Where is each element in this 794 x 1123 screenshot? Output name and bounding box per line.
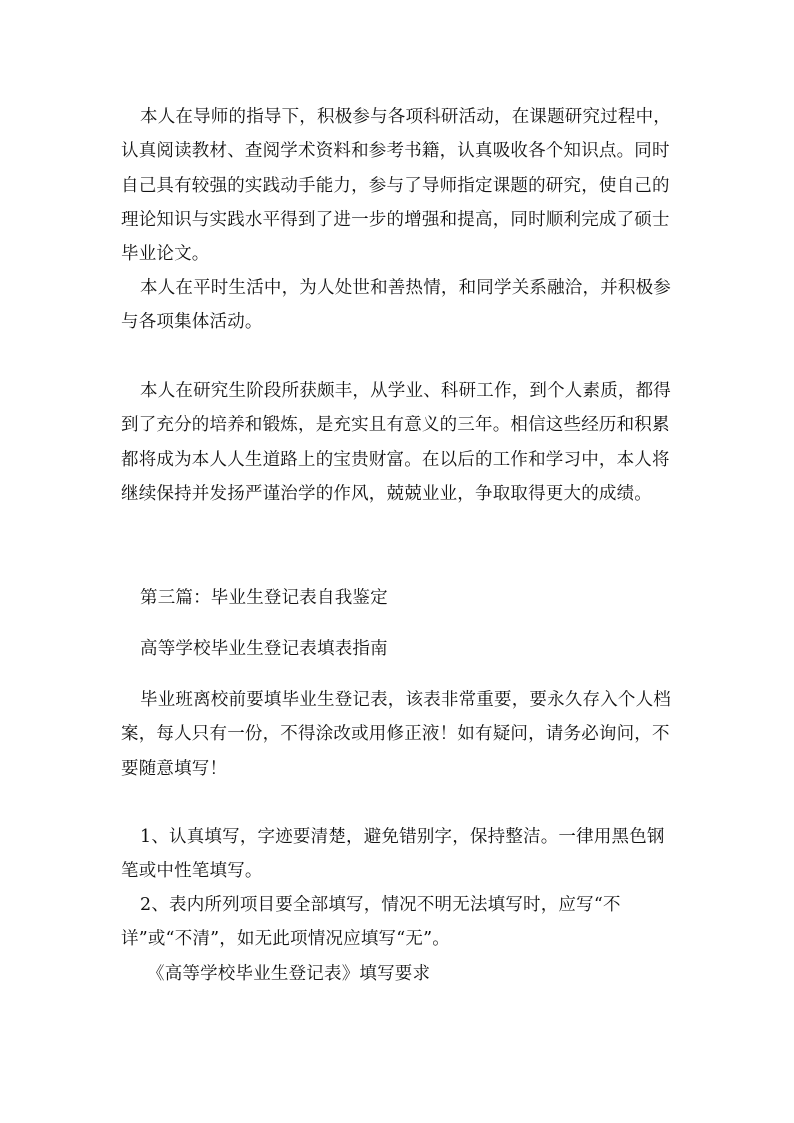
rule-item-2: 2、表内所列项目要全部填写，情况不明无法填写时，应写“不详”或“不清”，如无此项情况应填写“无”。 — [121, 895, 621, 950]
paragraph-life: 本人在平时生活中，为人处世和善热情，和同学关系融洽，并积极参与各项集体活动。 — [121, 278, 671, 333]
rule-item-1: 1、认真填写，字迹要清楚，避免错别字，保持整洁。一律用黑色钢笔或中性笔填写。 — [121, 827, 665, 882]
requirements-title: 《高等学校毕业生登记表》填写要求 — [147, 964, 431, 984]
section-heading: 第三篇：毕业生登记表自我鉴定 — [140, 588, 388, 608]
guide-intro-paragraph: 毕业班离校前要填毕业生登记表，该表非常重要，要永久存入个人档案，每人只有一份，不得涂改或用修正液！如有疑问，请务必询问，不要随意填写！ — [121, 690, 671, 779]
paragraph-research: 本人在导师的指导下，积极参与各项科研活动，在课题研究过程中，认真阅读教材、查阅学术资料和参考书籍，认真吸收各个知识点。同时自己具有较强的实践动手能力，参与了导师指定课题的研究，使自己的理论知识与实践水平得到了进一步的增强和提高，同时顺利完成了硕士毕业论文。 — [121, 107, 671, 265]
paragraph-summary: 本人在研究生阶段所获颇丰，从学业、科研工作，到个人素质，都得到了充分的培养和锻炼，是充实且有意义的三年。相信这些经历和积累都将成为本人人生道路上的宝贵财富。在以后的工作和学习中，本人将继续保持并发扬严谨治学的作风，兢兢业业，争取取得更大的成绩。 — [121, 381, 671, 504]
guide-title: 高等学校毕业生登记表填表指南 — [140, 639, 388, 659]
